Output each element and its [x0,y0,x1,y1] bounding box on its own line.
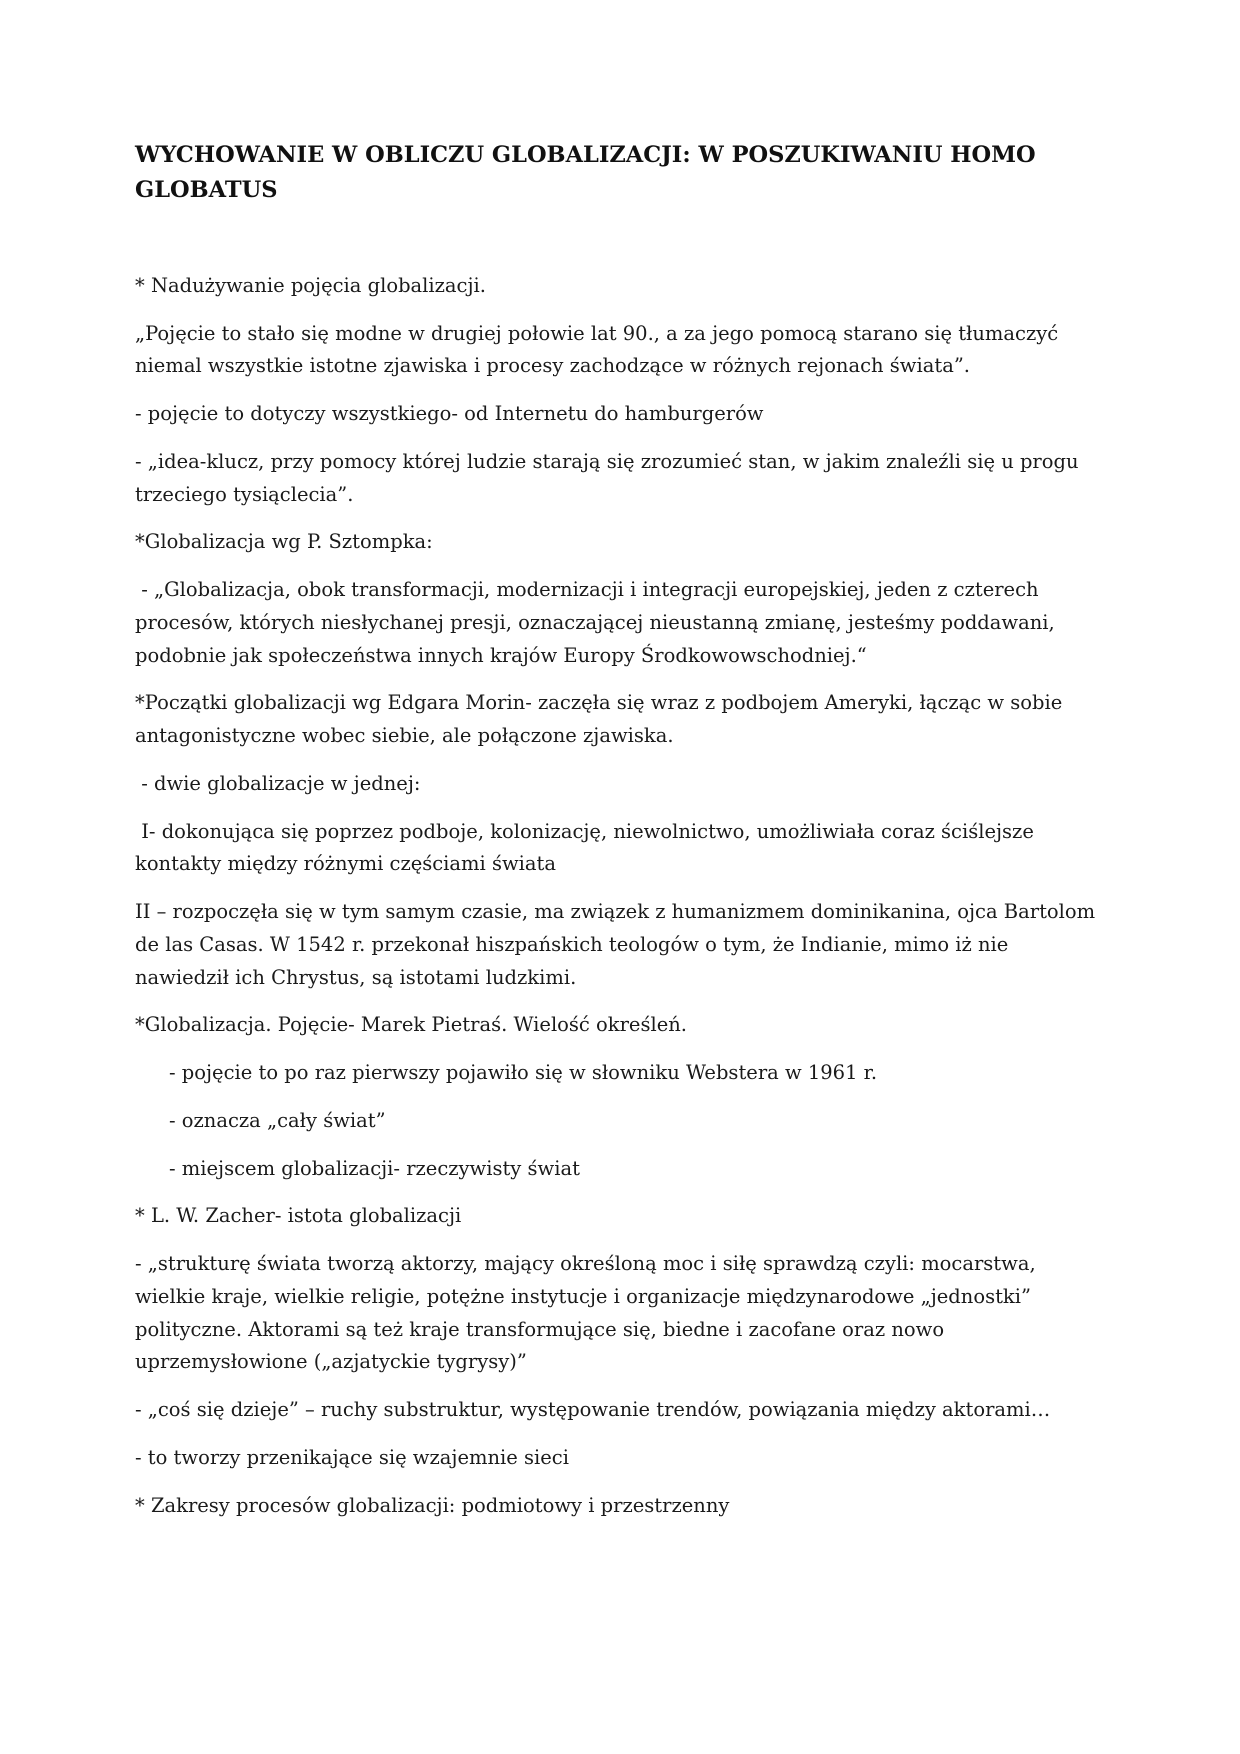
paragraph: - „idea-klucz, przy pomocy której ludzie starają się zrozumieć stan, w jakim znaleźli się u progu trzeciego tysiąclecia”. [135,449,1085,506]
paragraph: II – rozpoczęła się w tym samym czasie, ma związek z humanizmem dominikanina, ojca Bartolom de las Casas. W 1542 r. przekonał hiszpańskich teologów o tym, że Indianie, mimo iż nie nawiedził ich Chrystus, są istotami ludzkimi. [135,900,1102,989]
paragraph: - „coś się dzieje” – ruchy substruktur, występowanie trendów, powiązania między aktorami… [135,1398,1051,1421]
paragraph: - pojęcie to dotyczy wszystkiego- od Internetu do hamburgerów [135,402,764,425]
paragraph: - „strukturę świata tworzą aktorzy, mający określoną moc i siłę sprawdzą czyli: mocarstwa, wielkie kraje, wielkie religie, potężne instytucje i organizacje międzynarodowe „jednostki” polityczne. Aktorami są też kraje transformujące się, biedne i zacofane oraz nowo uprzemysłowione („azjatyckie tygrysy)” [135,1252,1042,1374]
paragraph: „Pojęcie to stało się modne w drugiej połowie lat 90., a za jego pomocą starano się tłumaczyć niemal wszystkie istotne zjawiska i procesy zachodzące w różnych rejonach świata”. [135,321,1065,378]
paragraph: - dwie globalizacje w jednej: [135,771,421,795]
paragraph: - to tworzy przenikające się wzajemnie sieci [135,1445,569,1469]
paragraph: - pojęcie to po raz pierwszy pojawiło się w słowniku Webstera w 1961 r. [169,1061,878,1084]
paragraph: * L. W. Zacher- istota globalizacji [135,1204,462,1228]
paragraph: *Globalizacja. Pojęcie- Marek Pietraś. Wielość określeń. [135,1013,688,1037]
paragraph: *Globalizacja wg P. Sztompka: [135,530,433,554]
paragraph: - oznacza „cały świat” [169,1108,386,1132]
paragraph: I- dokonująca się poprzez podboje, kolonizację, niewolnictwo, umożliwiała coraz ściślejsze kontakty między różnymi częściami świata [135,819,1041,876]
paragraph: *Początki globalizacji wg Edgara Morin- zaczęła się wraz z podbojem Ameryki, łącząc w sobie antagonistyczne wobec siebie, ale połączone zjawiska. [135,691,1069,747]
document-title: WYCHOWANIE W OBLICZU GLOBALIZACJI: W POSZUKIWANIU HOMO GLOBATUS [135,142,1036,203]
paragraph: - miejscem globalizacji- rzeczywisty świat [169,1156,580,1180]
paragraph: * Nadużywanie pojęcia globalizacji. [135,273,486,297]
paragraph: * Zakresy procesów globalizacji: podmiotowy i przestrzenny [135,1493,730,1517]
paragraph: - „Globalizacja, obok transformacji, modernizacji i integracji europejskiej, jeden z czterech procesów, których niesłychanej presji, oznaczającej nieustanną zmianę, jesteśmy poddawani, podobnie jak społeczeństwa innych krajów Europy Środkowowschodniej.“ [135,578,1061,667]
